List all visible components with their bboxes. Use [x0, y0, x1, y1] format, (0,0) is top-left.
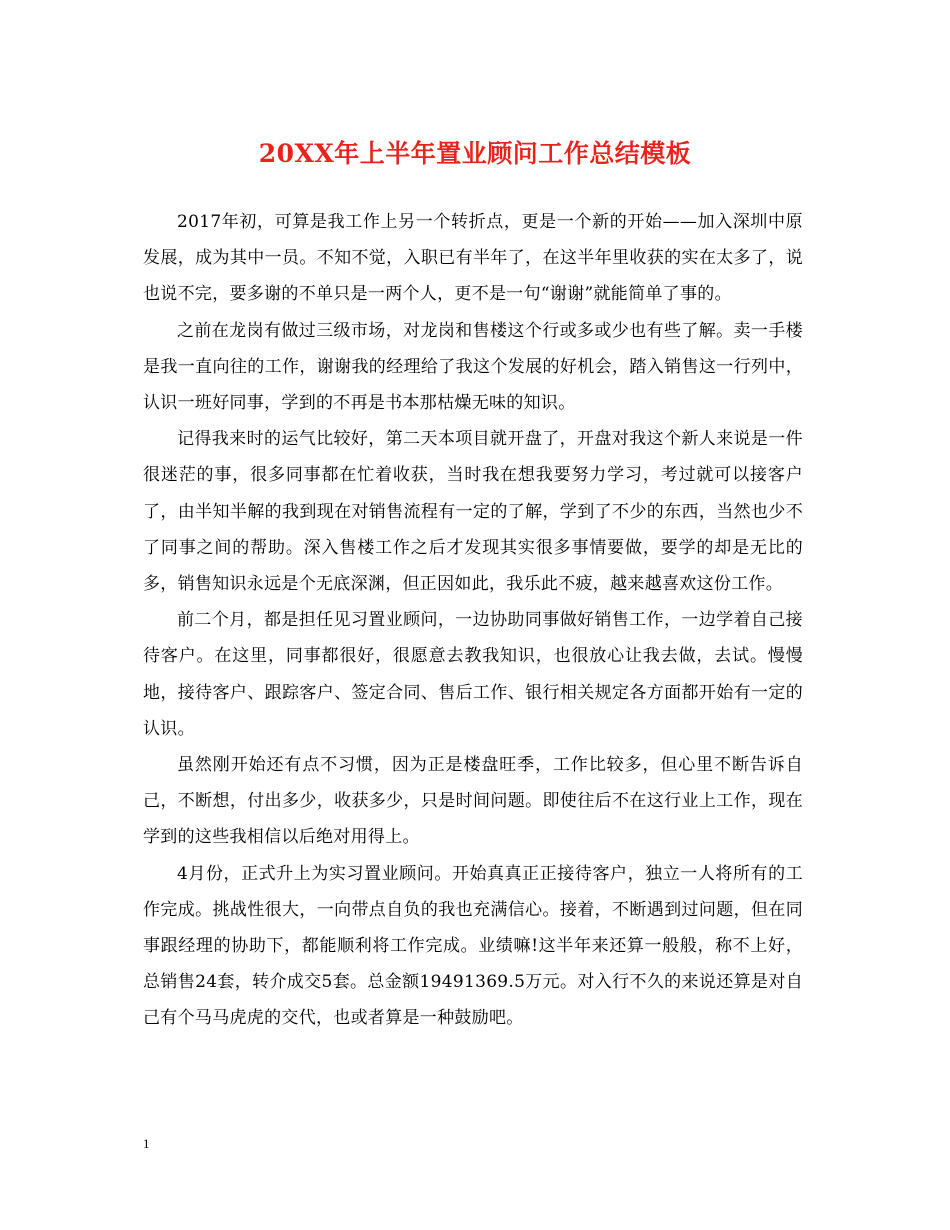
- paragraph-5: 虽然刚开始还有点不习惯，因为正是楼盘旺季，工作比较多，但心里不断告诉自己，不断想，付出多少，收获多少，只是时间问题。即使往后不在这行业上工作，现在学到的这些我相信以后绝对用得上。: [143, 755, 803, 848]
- paragraph-2: 之前在龙岗有做过三级市场，对龙岗和售楼这个行或多或少也有些了解。卖一手楼是我一直向往的工作，谢谢我的经理给了我这个发展的好机会，踏入销售这一行列中，认识一班好同事，学到的不再是书本那枯燥无味的知识。: [143, 320, 803, 414]
- paragraph-6: 4月份，正式升上为实习置业顾问。开始真真正正接待客户，独立一人将所有的工作完成。挑战性很大，一向带点自负的我也充满信心。接着，不断遇到过问题，但在同事跟经理的协助下，都能顺利将工作完成。业绩嘛!这半年来还算一般般，称不上好，总销售24套，转介成交5套。总金额19491369.5万元。对入行不久的来说还算是对自己有个马马虎虎的交代，也或者算是一种鼓励吧。: [143, 863, 803, 1029]
- document-title: 20XX年上半年置业顾问工作总结模板: [258, 139, 692, 168]
- page-number: 1: [143, 1136, 150, 1151]
- paragraph-4: 前二个月，都是担任见习置业顾问，一边协助同事做好销售工作，一边学着自己接待客户。在这里，同事都很好，很愿意去教我知识，也很放心让我去做，去试。慢慢地，接待客户、跟踪客户、签定合同、售后工作、银行相关规定各方面都开始有一定的认识。: [143, 610, 803, 739]
- document-body: [143, 204, 803, 1037]
- paragraph-1: 2017年初，可算是我工作上另一个转折点，更是一个新的开始——加入深圳中原发展，成为其中一员。不知不觉，入职已有半年了，在这半年里收获的实在太多了，说也说不完，要多谢的不单只是一两个人，更不是一句“谢谢”就能简单了事的。: [143, 212, 803, 305]
- paragraph-3: 记得我来时的运气比较好，第二天本项目就开盘了，开盘对我这个新人来说是一件很迷茫的事，很多同事都在忙着收获，当时我在想我要努力学习，考过就可以接客户了，由半知半解的我到现在对销售流程有一定的了解，学到了不少的东西，当然也少不了同事之间的帮助。深入售楼工作之后才发现其实很多事情要做，要学的却是无比的多，销售知识永远是个无底深渊，但正因如此，我乐此不疲，越来越喜欢这份工作。: [143, 429, 803, 595]
